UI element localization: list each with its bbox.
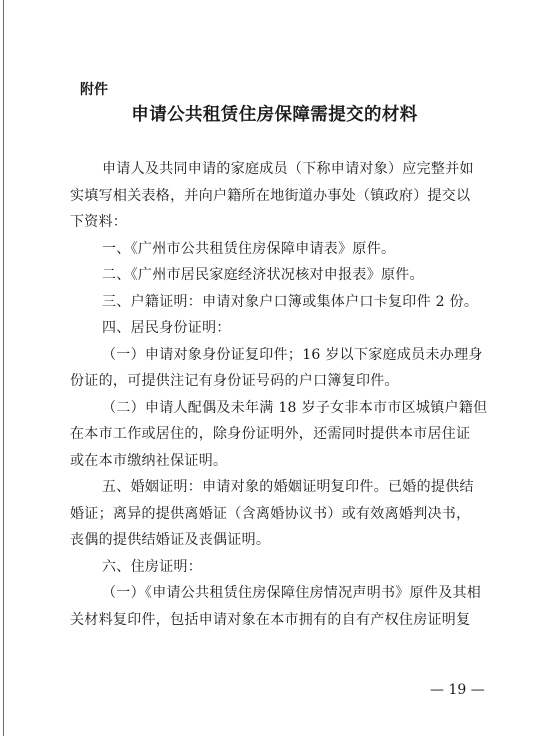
body-line: 四、居民身份证明： (102, 320, 231, 336)
document-title: 申请公共租赁住房保障需提交的材料 (131, 105, 418, 125)
body-line: 申请人及共同申请的家庭成员（下称申请对象）应完整并如 (102, 161, 474, 177)
body-line: 婚证；离异的提供离婚证（含离婚协议书）或有效离婚判决书， (70, 505, 471, 522)
body-line: 三、户籍证明：申请对象户口簿或集体户口卡复印件 2 份。 (102, 293, 479, 310)
body-line: 六、住房证明： (102, 558, 203, 575)
body-line: 一、《广州市公共租赁住房保障申请表》原件。 (102, 240, 396, 257)
page-number: — 19 — (430, 682, 485, 698)
body-line: 丧偶的提供结婚证及丧偶证明。 (70, 532, 271, 548)
attachment-label: 附件 (80, 82, 108, 98)
body-line: 下资料： (70, 214, 128, 230)
body-line: （二）申请人配偶及未年满 18 岁子女非本市市区城镇户籍但 (102, 399, 488, 416)
body-line: 二、《广州市居民家庭经济状况核对申报表》原件。 (102, 267, 424, 283)
body-line: 份证的，可提供注记有身份证号码的户口簿复印件。 (70, 373, 399, 389)
body-line: 或在本市缴纳社保证明。 (70, 452, 228, 469)
body-line: 在本市工作或居住的，除身份证明外，还需同时提供本市居住证 (70, 426, 471, 442)
body-line: （一）《申请公共租赁住房保障住房情况声明书》原件及其相 (102, 585, 482, 601)
body-line: （一）申请对象身份证复印件；16 岁以下家庭成员未办理身 (102, 346, 483, 363)
body-line: 五、婚姻证明：申请对象的婚姻证明复印件。已婚的提供结 (102, 479, 474, 495)
body-line: 关材料复印件，包括申请对象在本市拥有的自有产权住房证明复 (70, 611, 471, 628)
body-line: 实填写相关表格，并向户籍所在地街道办事处（镇政府）提交以 (70, 187, 471, 204)
